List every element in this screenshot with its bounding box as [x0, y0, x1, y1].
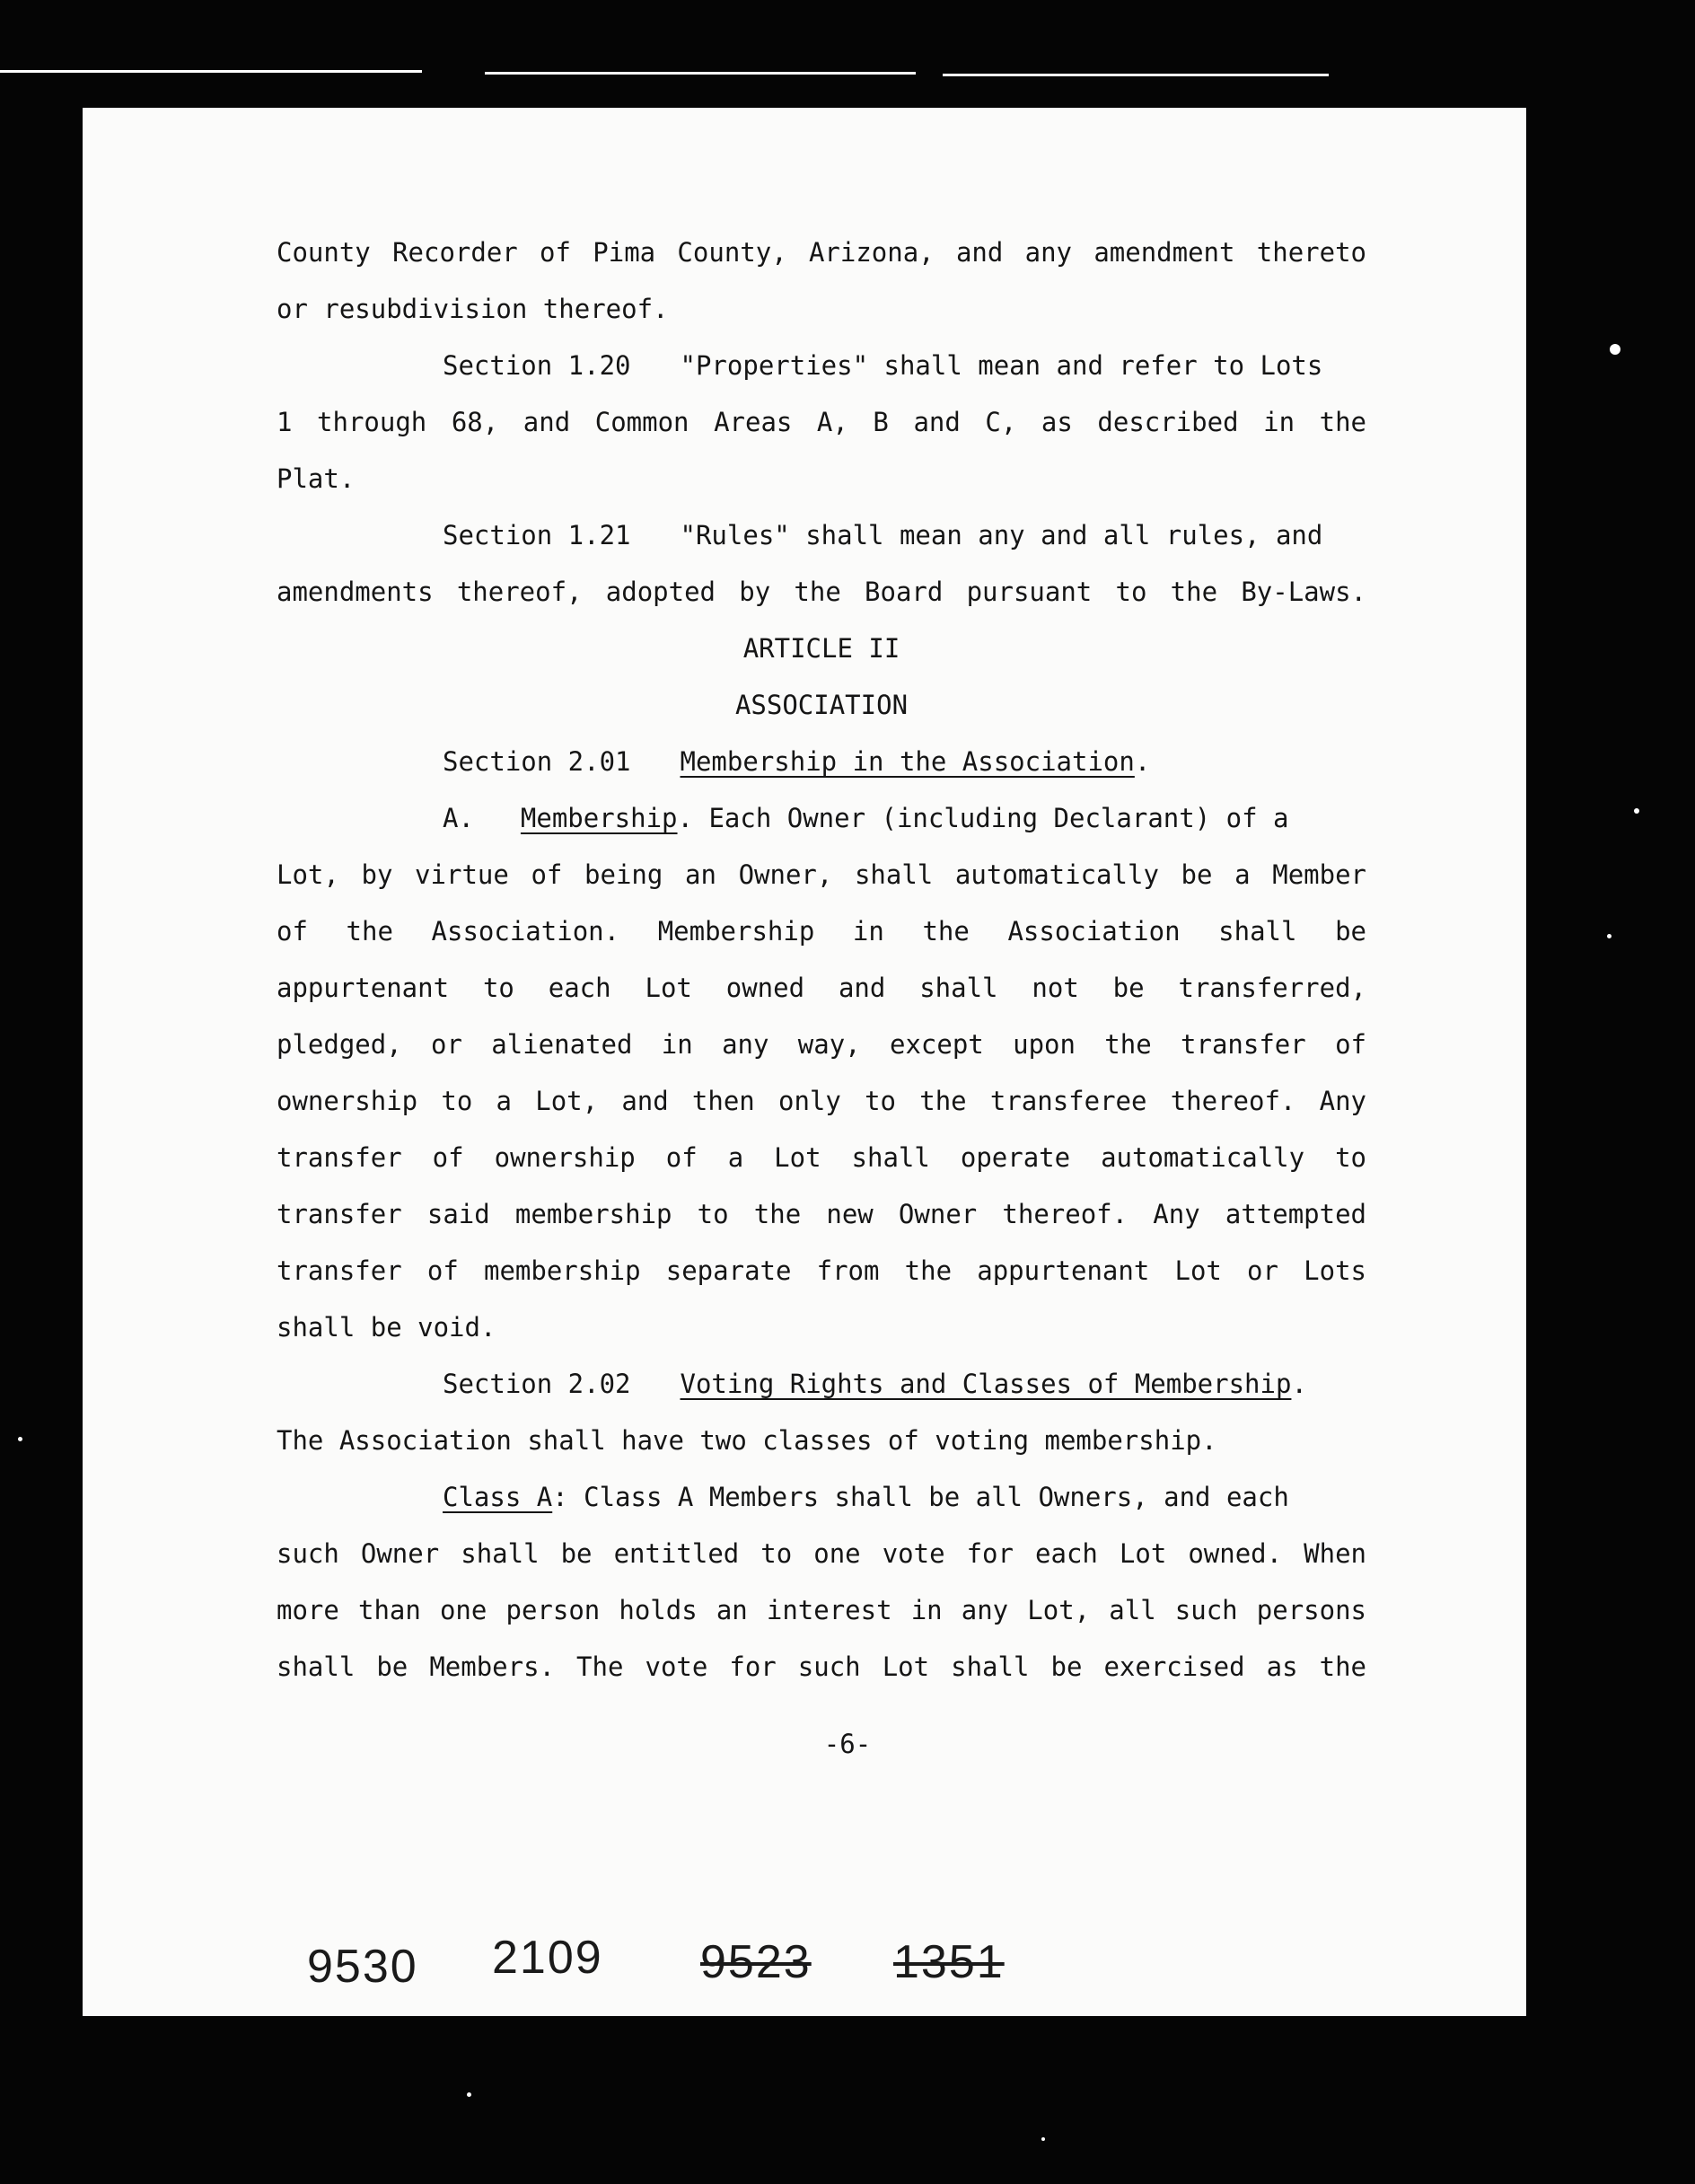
scan-artifact-line	[0, 70, 422, 73]
text-line: shall be void.	[277, 1312, 496, 1343]
scan-artifact-line	[485, 72, 916, 75]
article-number: ARTICLE II	[742, 633, 900, 664]
class-a-label: Class A	[443, 1482, 553, 1512]
text-line: of the Association. Membership in the Association shall be	[277, 916, 1366, 947]
text-line: transfer said membership to the new Owner thereof. Any attempted	[277, 1199, 1366, 1229]
scan-artifact-speck	[467, 2092, 471, 2097]
text-line: Lot, by virtue of being an Owner, shall automatically be a Member	[277, 859, 1366, 890]
scan-artifact-speck	[1610, 344, 1620, 355]
subsection-text: . Each Owner (including Declarant) of a	[677, 803, 1289, 833]
scan-artifact-speck	[1607, 934, 1612, 938]
section-2-02-heading	[277, 1356, 1366, 1413]
struck-docket-stamp: 9523	[700, 1936, 812, 1988]
article-title: ASSOCIATION	[734, 690, 909, 720]
text-line: such Owner shall be entitled to one vote for each Lot owned. When	[277, 1538, 1366, 1569]
subsection-a-line1	[277, 790, 1366, 847]
text-line: transfer of ownership of a Lot shall operate automatically to	[277, 1142, 1366, 1173]
text-line: County Recorder of Pima County, Arizona, and any amendment thereto	[277, 237, 1366, 268]
section-1-20-line1	[277, 338, 1366, 394]
page-number: -6-	[823, 1729, 872, 1759]
subsection-heading: Membership	[520, 803, 678, 833]
text-line: shall be Members. The vote for such Lot shall be exercised as the	[277, 1651, 1366, 1682]
docket-stamp: 9530	[307, 1941, 418, 1993]
scan-artifact-speck	[1634, 808, 1639, 814]
section-heading: Membership in the Association	[680, 746, 1135, 777]
text-line: transfer of membership separate from the appurtenant Lot or Lots	[277, 1255, 1366, 1286]
text-line: ownership to a Lot, and then only to the transferee thereof. Any	[277, 1086, 1366, 1116]
text-line: 1 through 68, and Common Areas A, B and C, as described in the	[277, 407, 1366, 437]
section-1-21-line1	[277, 507, 1366, 564]
section-text: "Properties" shall mean and refer to Lots	[680, 350, 1323, 381]
subsection-label: A.	[443, 803, 474, 833]
page-stamp: 2109	[492, 1932, 603, 1984]
text-line: The Association shall have two classes of voting membership.	[277, 1425, 1217, 1456]
section-text: "Rules" shall mean any and all rules, and	[680, 520, 1323, 550]
text-line: more than one person holds an interest in any Lot, all such persons	[277, 1595, 1366, 1625]
heading-period: .	[1134, 746, 1151, 777]
scan-artifact-speck	[1041, 2137, 1045, 2141]
section-label: Section 1.21	[443, 520, 631, 550]
text-line: or resubdivision thereof.	[277, 294, 669, 324]
text-line: appurtenant to each Lot owned and shall not be transferred,	[277, 973, 1366, 1003]
struck-page-stamp: 1351	[893, 1936, 1005, 1988]
section-label: Section 2.01	[443, 746, 631, 777]
class-a-line1	[277, 1469, 1366, 1526]
text-line: Plat.	[277, 463, 356, 494]
class-a-text: : Class A Members shall be all Owners, and each	[552, 1482, 1289, 1512]
text-line: amendments thereof, adopted by the Board pursuant to the By-Laws.	[277, 577, 1366, 607]
section-2-01-heading	[277, 734, 1366, 790]
section-label: Section 2.02	[443, 1369, 631, 1399]
scan-artifact-line	[943, 74, 1329, 76]
section-label: Section 1.20	[443, 350, 631, 381]
section-heading: Voting Rights and Classes of Membership	[680, 1369, 1292, 1399]
document-body	[277, 225, 1366, 1695]
scan-artifact-speck	[18, 1437, 22, 1441]
text-line: pledged, or alienated in any way, except upon the transfer of	[277, 1029, 1366, 1060]
heading-period: .	[1291, 1369, 1307, 1399]
